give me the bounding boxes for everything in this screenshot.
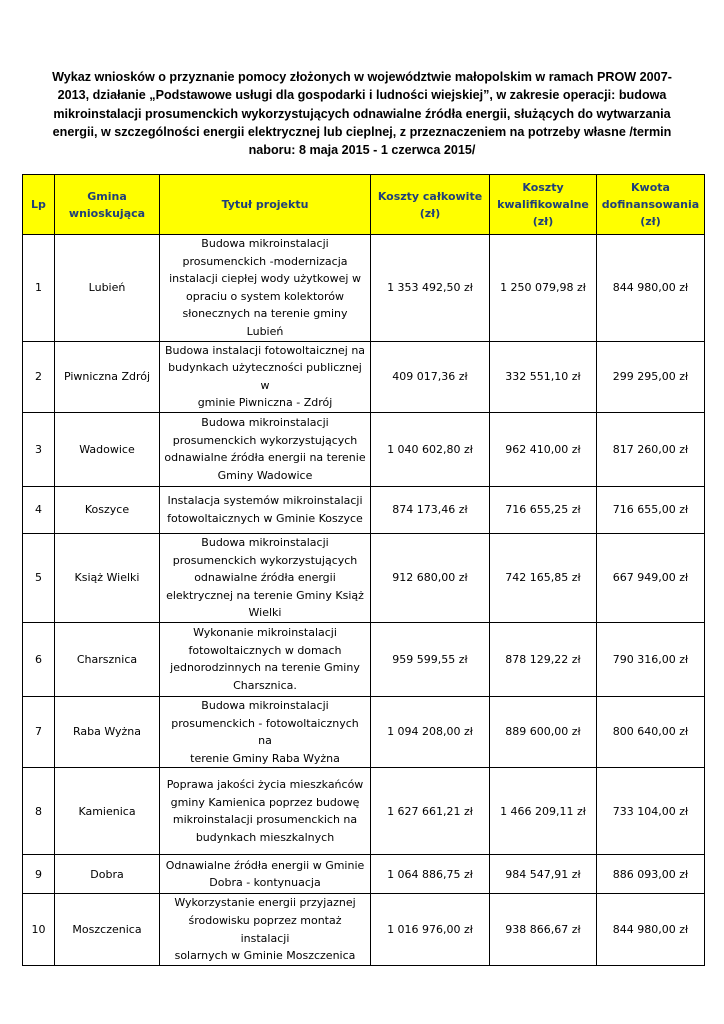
document-title: Wykaz wniosków o przyznanie pomocy złożonych w województwie małopolskim w ramach PROW 2007- 2013, działanie „Podstawowe usługi dla gospodarki i ludności wiejskiej”, w zakresie operacji: budowa mikroinstalacji prosumenckich wykorzystujących odnawialne źródła energii, służących do wytwarzania energii, w szczególności energii elektrycznej lub cieplnej, z przeznaczeniem na potrzeby własne /termin naboru: 8 maja 2015 - 1 czerwca 2015/ <box>52 70 672 158</box>
cell-koszty-kwalifikowalne: 889 600,00 zł <box>490 696 597 767</box>
cell-lp: 1 <box>23 235 55 342</box>
cell-gmina: Charsznica <box>55 622 160 696</box>
cell-gmina: Lubień <box>55 235 160 342</box>
cell-koszty-kwalifikowalne: 716 655,25 zł <box>490 486 597 533</box>
cell-lp: 8 <box>23 768 55 855</box>
cell-koszty-kwalifikowalne: 332 551,10 zł <box>490 341 597 412</box>
cell-tytul: Wykonanie mikroinstalacji fotowoltaicznych w domach jednorodzinnych na terenie Gminy Charsznica. <box>160 622 371 696</box>
header-gmina: Gmina wnioskująca <box>55 175 160 235</box>
table-row <box>23 341 705 412</box>
cell-lp: 6 <box>23 622 55 696</box>
cell-tytul: Budowa mikroinstalacji prosumenckich wykorzystujących odnawialne źródła energii na terenie Gminy Wadowice <box>160 412 371 486</box>
cell-kwota: 844 980,00 zł <box>597 894 705 965</box>
cell-tytul: Odnawialne źródła energii w Gminie Dobra - kontynuacja <box>160 855 371 894</box>
table-row <box>23 235 705 342</box>
table-row <box>23 412 705 486</box>
cell-koszty-calkowite: 874 173,46 zł <box>371 486 490 533</box>
cell-koszty-kwalifikowalne: 962 410,00 zł <box>490 412 597 486</box>
cell-kwota: 844 980,00 zł <box>597 235 705 342</box>
table-header-row <box>23 175 705 235</box>
header-lp: Lp <box>23 175 55 235</box>
cell-lp: 7 <box>23 696 55 767</box>
cell-koszty-calkowite: 1 040 602,80 zł <box>371 412 490 486</box>
cell-koszty-calkowite: 912 680,00 zł <box>371 533 490 622</box>
cell-kwota: 886 093,00 zł <box>597 855 705 894</box>
table-row <box>23 855 705 894</box>
cell-tytul: Instalacja systemów mikroinstalacji fotowoltaicznych w Gminie Koszyce <box>160 486 371 533</box>
table-row <box>23 768 705 855</box>
cell-koszty-calkowite: 409 017,36 zł <box>371 341 490 412</box>
cell-gmina: Moszczenica <box>55 894 160 965</box>
cell-tytul: Budowa mikroinstalacji prosumenckich wykorzystujących odnawialne źródła energii elektrycznej na terenie Gminy Książ Wielki <box>160 533 371 622</box>
cell-gmina: Piwniczna Zdrój <box>55 341 160 412</box>
cell-koszty-kwalifikowalne: 1 466 209,11 zł <box>490 768 597 855</box>
cell-kwota: 790 316,00 zł <box>597 622 705 696</box>
header-kwota: Kwota dofinansowania (zł) <box>597 175 705 235</box>
cell-koszty-kwalifikowalne: 984 547,91 zł <box>490 855 597 894</box>
cell-kwota: 817 260,00 zł <box>597 412 705 486</box>
cell-koszty-kwalifikowalne: 938 866,67 zł <box>490 894 597 965</box>
cell-koszty-calkowite: 959 599,55 zł <box>371 622 490 696</box>
table-row <box>23 622 705 696</box>
table-row <box>23 533 705 622</box>
table-row <box>23 696 705 767</box>
table-row <box>23 894 705 965</box>
cell-gmina: Koszyce <box>55 486 160 533</box>
cell-koszty-kwalifikowalne: 742 165,85 zł <box>490 533 597 622</box>
cell-koszty-calkowite: 1 016 976,00 zł <box>371 894 490 965</box>
cell-tytul: Poprawa jakości życia mieszkańców gminy Kamienica poprzez budowę mikroinstalacji prosumenckich na budynkach mieszkalnych <box>160 768 371 855</box>
cell-lp: 3 <box>23 412 55 486</box>
cell-kwota: 733 104,00 zł <box>597 768 705 855</box>
header-koszty-calkowite: Koszty całkowite (zł) <box>371 175 490 235</box>
cell-koszty-calkowite: 1 064 886,75 zł <box>371 855 490 894</box>
cell-koszty-calkowite: 1 094 208,00 zł <box>371 696 490 767</box>
cell-gmina: Raba Wyżna <box>55 696 160 767</box>
applications-table <box>22 174 705 966</box>
cell-kwota: 299 295,00 zł <box>597 341 705 412</box>
cell-gmina: Dobra <box>55 855 160 894</box>
cell-lp: 10 <box>23 894 55 965</box>
header-tytul: Tytuł projektu <box>160 175 371 235</box>
cell-lp: 2 <box>23 341 55 412</box>
cell-lp: 4 <box>23 486 55 533</box>
cell-tytul: Budowa instalacji fotowoltaicznej na budynkach użyteczności publicznej w gminie Piwniczna - Zdrój <box>160 341 371 412</box>
cell-lp: 9 <box>23 855 55 894</box>
header-koszty-kwalifikowalne: Koszty kwalifikowalne (zł) <box>490 175 597 235</box>
cell-tytul: Wykorzystanie energii przyjaznej środowisku poprzez montaż instalacji solarnych w Gminie Moszczenica <box>160 894 371 965</box>
cell-koszty-kwalifikowalne: 1 250 079,98 zł <box>490 235 597 342</box>
cell-gmina: Kamienica <box>55 768 160 855</box>
cell-tytul: Budowa mikroinstalacji prosumenckich -modernizacja instalacji ciepłej wody użytkowej w opraciu o system kolektorów słonecznych na terenie gminy Lubień <box>160 235 371 342</box>
cell-kwota: 800 640,00 zł <box>597 696 705 767</box>
cell-koszty-kwalifikowalne: 878 129,22 zł <box>490 622 597 696</box>
cell-gmina: Wadowice <box>55 412 160 486</box>
cell-lp: 5 <box>23 533 55 622</box>
cell-kwota: 667 949,00 zł <box>597 533 705 622</box>
cell-koszty-calkowite: 1 627 661,21 zł <box>371 768 490 855</box>
table-row <box>23 486 705 533</box>
cell-koszty-calkowite: 1 353 492,50 zł <box>371 235 490 342</box>
cell-tytul: Budowa mikroinstalacji prosumenckich - fotowoltaicznych na terenie Gminy Raba Wyżna <box>160 696 371 767</box>
cell-kwota: 716 655,00 zł <box>597 486 705 533</box>
cell-gmina: Książ Wielki <box>55 533 160 622</box>
